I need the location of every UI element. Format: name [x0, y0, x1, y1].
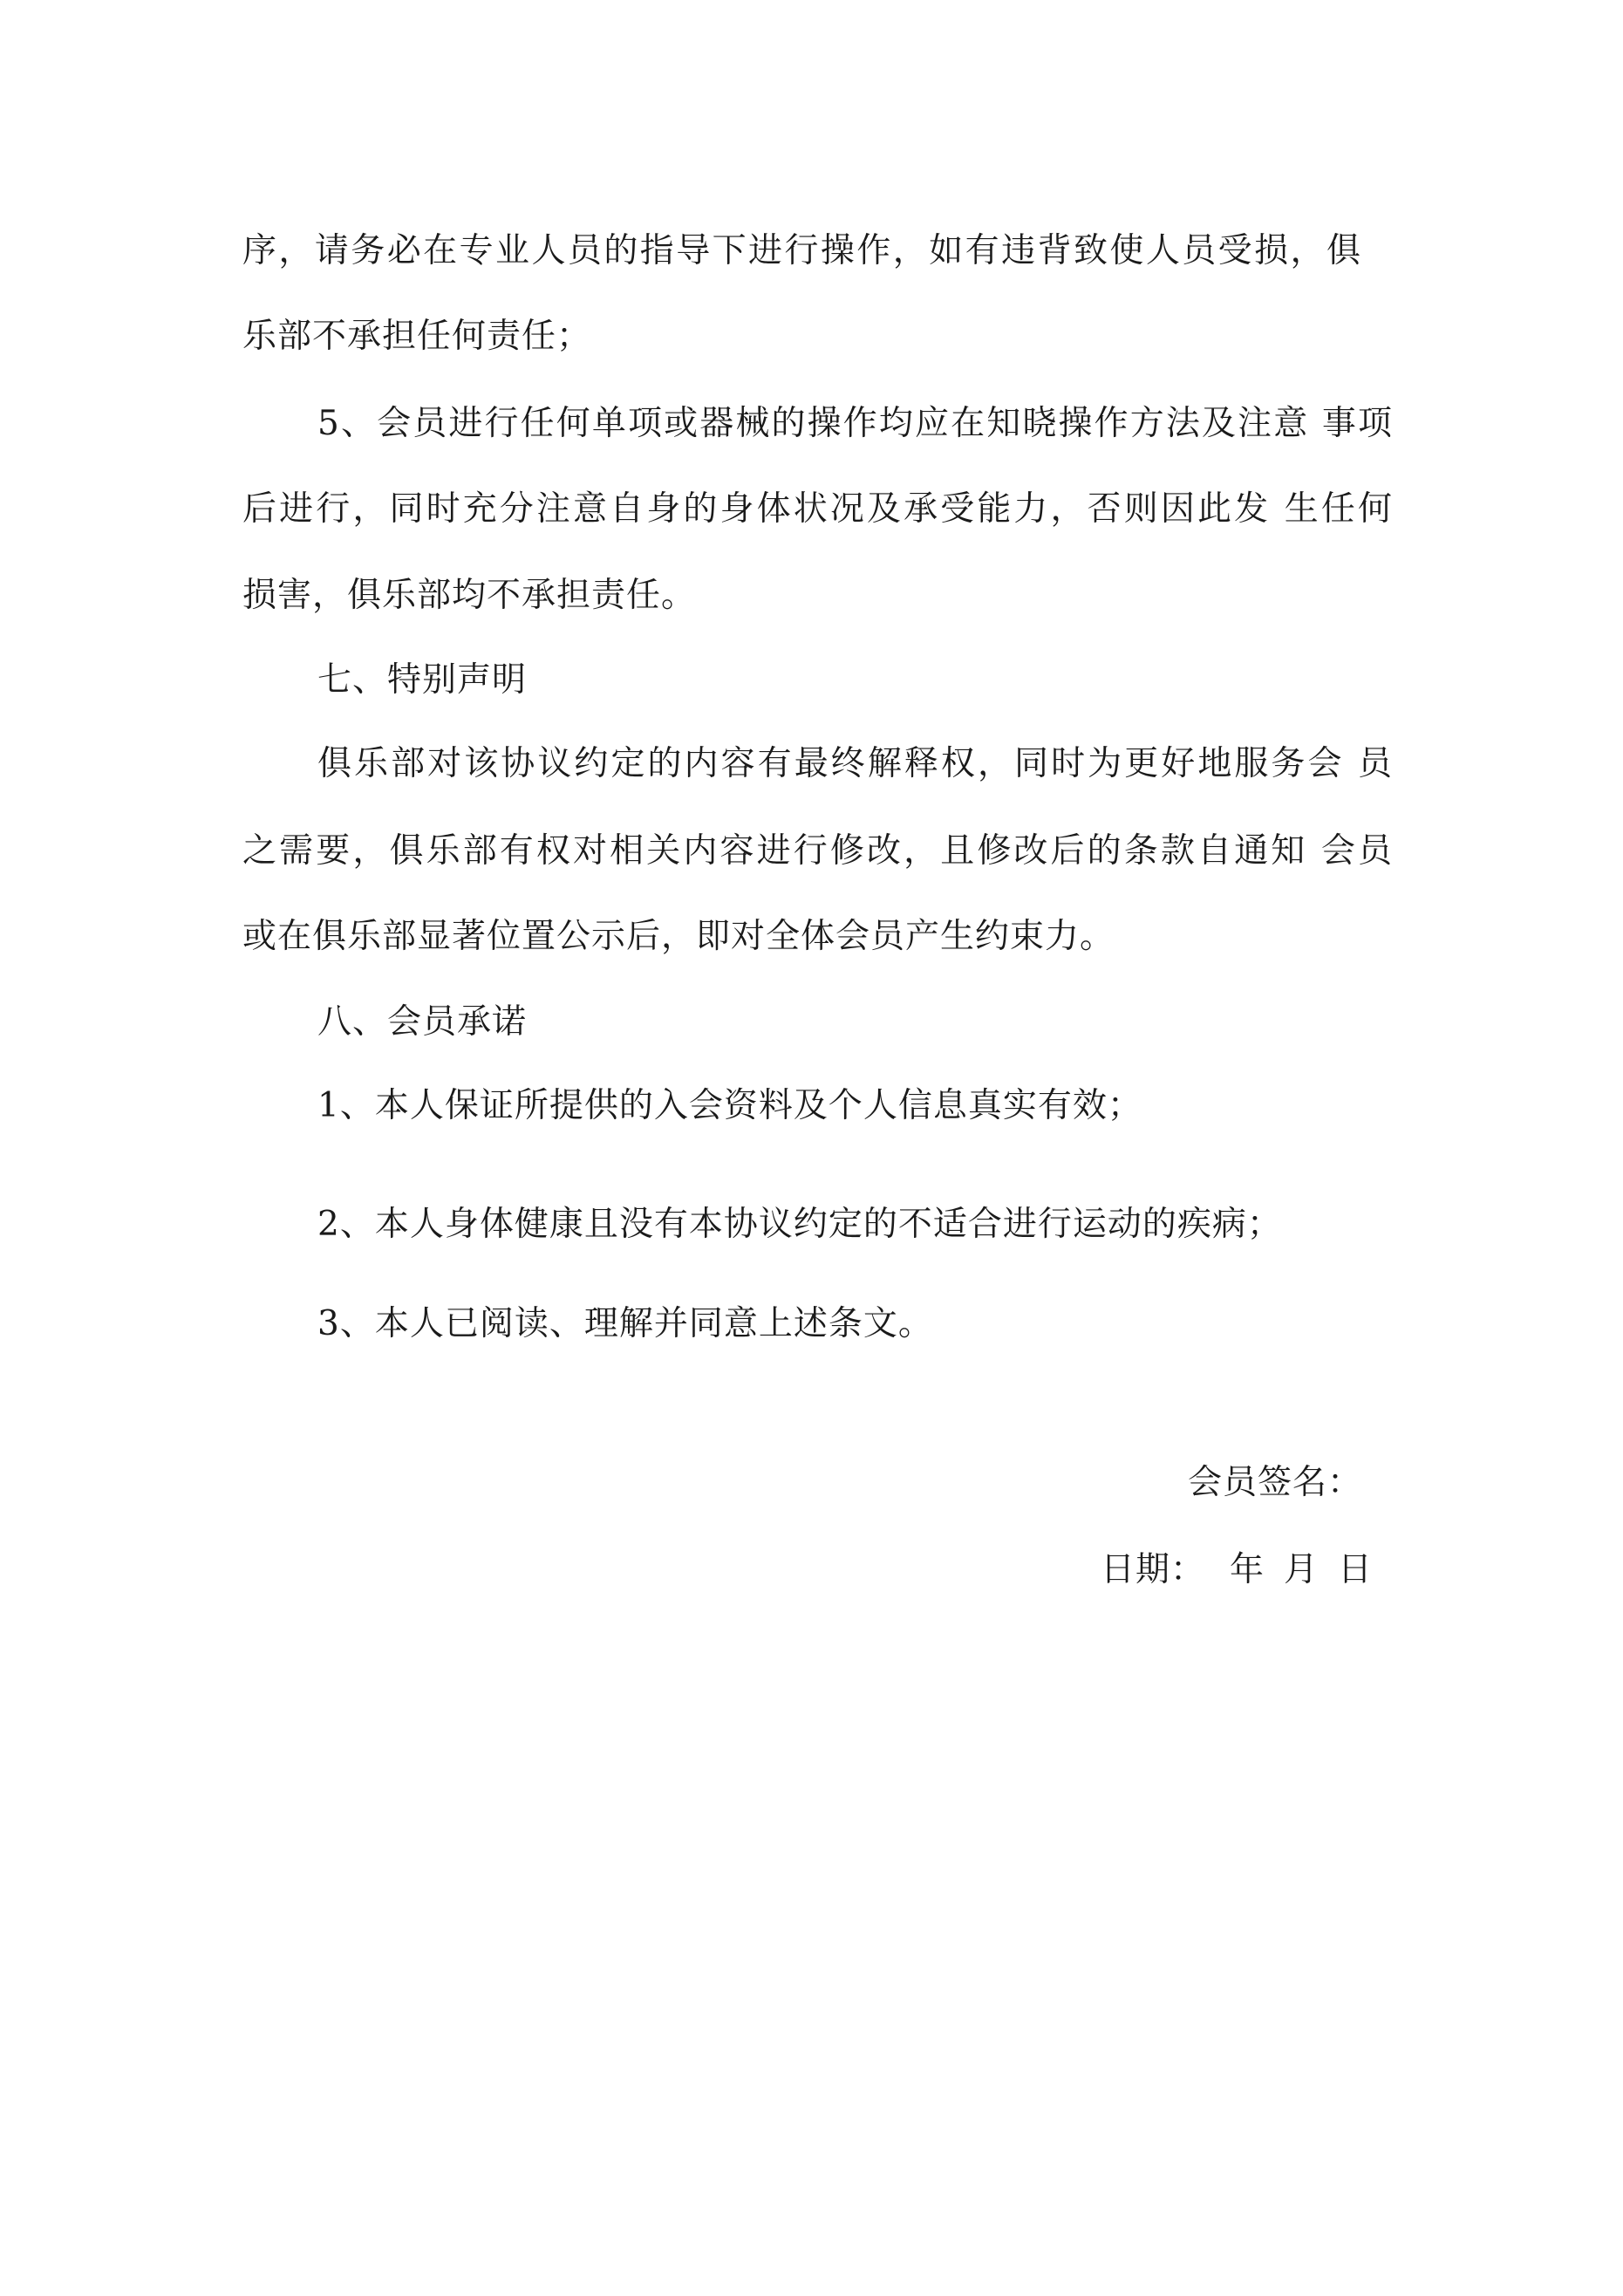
commitment-item-2: 2、本人身体健康且没有本协议约定的不适合进行运动的疾病； [317, 1205, 1282, 1244]
date-line [1101, 1550, 1374, 1589]
section-7-heading: 七、特别声明 [317, 660, 528, 700]
section-7-line-3: 或在俱乐部显著位置公示后，即对全体会员产生约束力。 [242, 917, 1115, 956]
commitment-item-3: 3、本人已阅读、理解并同意上述条文。 [317, 1304, 933, 1343]
commitment-item-1: 1、本人保证所提供的入会资料及个人信息真实有效； [317, 1086, 1142, 1125]
paragraph-continued-line-2: 乐部不承担任何责任； [242, 317, 592, 356]
section-7-line-1: 俱乐部对该协议约定的内容有最终解释权，同时为更好地服务会 员 [317, 744, 1393, 783]
paragraph-continued-line-1: 序，请务必在专业人员的指导下进行操作，如有违背致使人员受损，俱 [242, 231, 1361, 270]
section-8-heading: 八、会员承诺 [317, 1002, 528, 1042]
item-5-line-1: 5、会员进行任何单项或器械的操作均应在知晓操作方法及注意 事项 [317, 404, 1393, 443]
date-day: 日 [1338, 1550, 1374, 1589]
item-5-line-2: 后进行，同时充分注意自身的身体状况及承受能力，否则因此发 生任何 [242, 489, 1393, 529]
member-signature-label: 会员签名： [1188, 1463, 1363, 1502]
section-7-line-2: 之需要，俱乐部有权对相关内容进行修改，且修改后的条款自通知 会员 [242, 831, 1393, 871]
date-label: 日期： [1101, 1550, 1206, 1589]
date-month: 月 [1284, 1550, 1320, 1589]
item-5-line-3: 损害，俱乐部均不承担责任。 [242, 576, 697, 615]
date-year: 年 [1230, 1550, 1265, 1589]
